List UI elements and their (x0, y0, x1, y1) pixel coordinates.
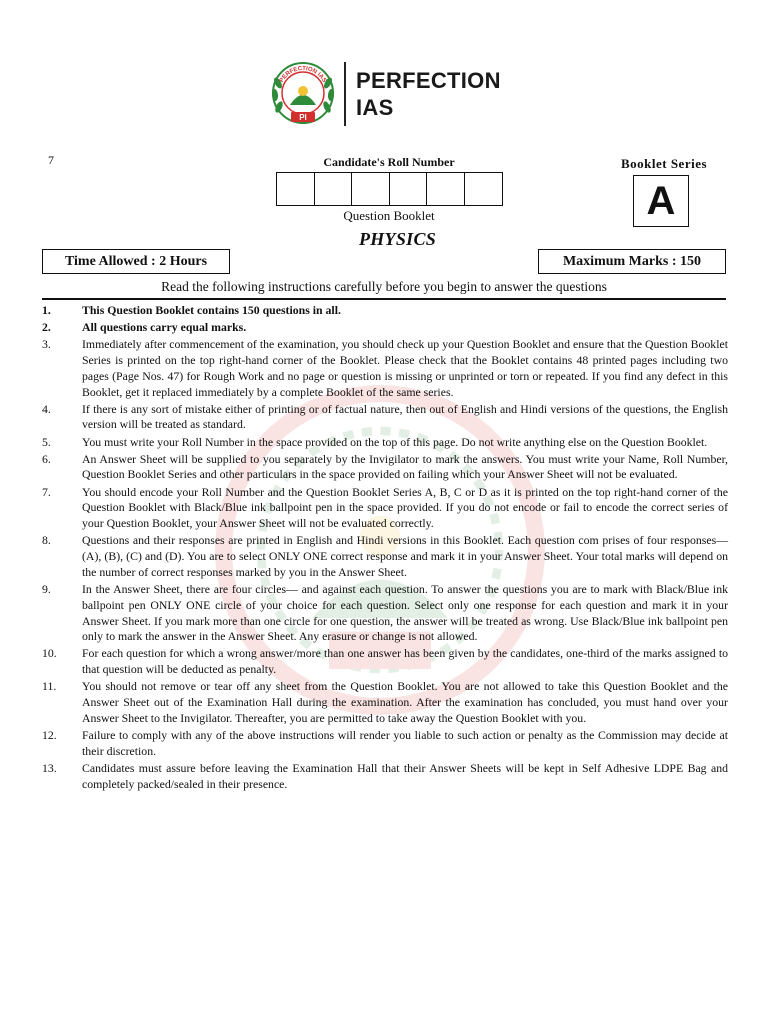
instruction-text: You should not remove or tear off any sheet from the Question Booklet. You are not allowed to take this Question Booklet and the Answer Sheet out of the Examination Hall during the examination. After the examination has concluded, you must hand over your Answer Sheet to the Invigilator. Thereafter, you are permitted to take away the Question Booklet with you. (82, 679, 728, 725)
instruction-number: 4. (42, 401, 51, 416)
instruction-text: If there is any sort of mistake either of printing or of factual nature, then out of English and Hindi versions of the questions, the English version will be treated as standard. (82, 401, 728, 432)
instruction-number: 8. (42, 533, 51, 548)
instruction-item (42, 337, 728, 400)
instruction-text: You must write your Roll Number in the space provided on the top of this page. Do not write anything else on the Question Booklet. (82, 434, 708, 449)
brand-line-2: IAS (356, 95, 394, 120)
instruction-text: Immediately after commencement of the examination, you should check up your Question Booklet and ensure that the Question Booklet Series is printed on the top right-hand corner of the Booklet. Please check that the Booklet contains 48 printed pages including two pages (Page Nos. 47) for Rough Work and no page or question is missing or unprinted or torn or repeated. If you find any defect in this Booklet, get it replaced immediately by a complete Booklet of the same series. (82, 337, 728, 399)
instruction-item (42, 485, 728, 532)
brand-logo (270, 54, 501, 134)
instruction-number: 5. (42, 434, 51, 449)
instruction-item (42, 728, 728, 760)
instruction-text: Failure to comply with any of the above instructions will render you liable to such action or penalty as the Commission may decide at their discretion. (82, 727, 728, 758)
instruction-item (42, 582, 728, 645)
instruction-text: You should encode your Roll Number and the Question Booklet Series A, B, C or D as it is printed on the top right-hand corner of the Question Booklet with Black/Blue ink ballpoint pen in the space provided. If you do not encode or fail to encode the correct series of your Question Booklet, your Answer Sheet will not be evaluated correctly. (82, 484, 728, 531)
instruction-number: 2. (42, 320, 51, 335)
roll-number-box[interactable] (390, 173, 428, 205)
logo-divider (344, 62, 346, 126)
instruction-item (42, 402, 728, 434)
instruction-item (42, 452, 728, 484)
question-booklet-label: Question Booklet (343, 208, 435, 223)
booklet-series-value: A (633, 175, 689, 227)
instruction-item (42, 646, 728, 678)
emblem-arc-text: PERFECTION IAS (278, 65, 328, 84)
brand-line-1: PERFECTION (356, 68, 501, 93)
subject-title: PHYSICS (358, 229, 437, 249)
instructions-intro: Read the following instructions carefully before you begin to answer the questions (161, 279, 607, 294)
perfection-ias-emblem-icon (270, 59, 336, 129)
instruction-text: An Answer Sheet will be supplied to you separately by the Invigilator to mark the answers. You must write your Name, Roll Number, Question Booklet Series and other particulars in the space provided on failing which your Answer Sheet will not be evaluated. (82, 451, 728, 482)
booklet-series-label: Booklet Series (620, 156, 708, 171)
instruction-number: 12. (42, 727, 57, 742)
instruction-text: All questions carry equal marks. (82, 320, 247, 335)
instruction-item (42, 303, 728, 319)
instruction-text: Candidates must assure before leaving the Examination Hall that their Answer Sheets will be kept in Self Adhesive LDPE Bag and completely packed/sealed in their presence. (82, 760, 728, 791)
roll-number-box[interactable] (315, 173, 353, 205)
emblem-initials: PI (299, 113, 307, 122)
instruction-number: 7. (42, 484, 51, 499)
instruction-number: 13. (42, 760, 57, 775)
instruction-number: 9. (42, 581, 51, 596)
instruction-item (42, 533, 728, 580)
roll-number-boxes (276, 172, 503, 206)
instruction-number: 11. (42, 679, 57, 694)
roll-number-box[interactable] (465, 173, 503, 205)
roll-number-label: Candidate's Roll Number (323, 155, 455, 169)
instructions-list (42, 303, 728, 794)
instruction-number: 6. (42, 451, 51, 466)
instruction-text: Questions and their responses are printed in English and Hindi versions in this Booklet. Each question com prises of four responses—(A), (B), (C) and (D). You are to select ONLY ONE correct response and mark it in your Answer Sheet. Your total marks will depend on the number of correct responses marked by you in the Answer Sheet. (82, 533, 728, 579)
roll-number-box[interactable] (427, 173, 465, 205)
instruction-item (42, 320, 728, 336)
maximum-marks: Maximum Marks : 150 (538, 249, 726, 274)
page-number: 7 (48, 153, 54, 167)
instruction-number: 3. (42, 337, 51, 352)
instruction-text: For each question for which a wrong answer/more than one answer has been given by the candidates, one-third of the marks assigned to that question will be deducted as penalty. (82, 646, 728, 677)
instruction-number: 1. (42, 303, 51, 317)
instruction-item (42, 761, 728, 793)
instruction-number: 10. (42, 646, 57, 661)
instruction-item (42, 435, 728, 451)
instruction-text: In the Answer Sheet, there are four circles— and against each question. To answer the questions you are to mark with Black/Blue ink ballpoint pen ONLY ONE circle of your choice for each question. Select only one response for each question and mark it in your Answer Sheet. If you mark more than one circle for one question, the answer will be treated as wrong. Use Black/Blue ink ballpoint pen only to mark the answer in the Answer Sheet. Any erasure or change is not allowed. (82, 581, 728, 644)
roll-number-box[interactable] (352, 173, 390, 205)
instruction-text: This Question Booklet contains 150 questions in all. (82, 303, 341, 317)
instruction-item (42, 679, 728, 726)
time-allowed: Time Allowed : 2 Hours (42, 249, 230, 274)
brand-name (356, 67, 501, 121)
divider (42, 298, 726, 300)
roll-number-box[interactable] (277, 173, 315, 205)
